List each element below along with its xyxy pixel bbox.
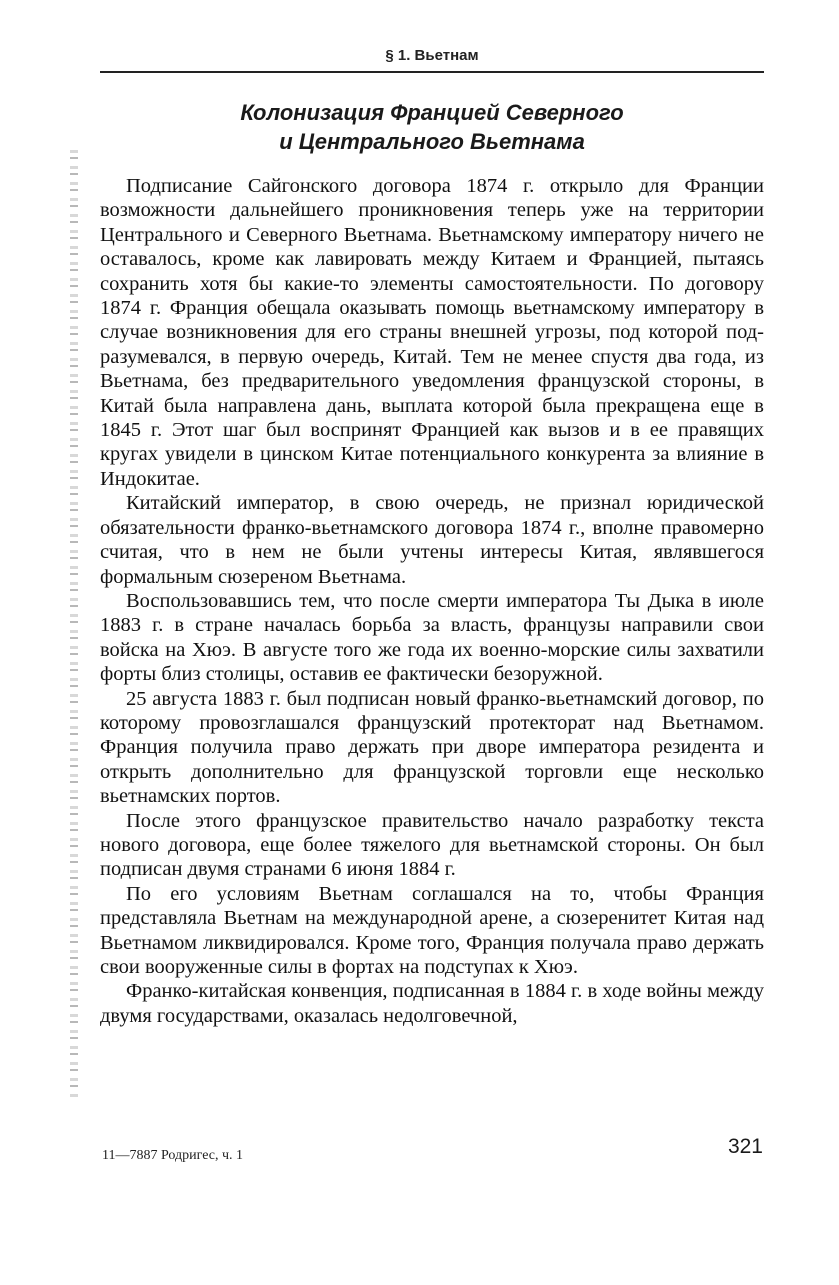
paragraph-1: Подписание Сайгонского договора 1874 г. открыло для Франции возможности дальнейшего проникновения теперь уже на территории Центрального и Северного Вьетнама. Вьетнамскому императору ничего не оставалось, кроме как лавировать между Китаем и Францией, пытаясь сохранить хотя бы какие-то элементы самостоятельности. По договору 1874 г. Франция обещала оказывать помощь вьетнамскому императору в случае возникновения для его страны внешней угрозы, под которой подразумевался, в первую очередь, Китай. Тем не менее спустя два года, из Вьетнама, без предварительного уведомления французской стороны, в Китай была направлена дань, выплата которой была прекращена еще в 1845 г. Этот шаг был воспринят Францией как вызов и в ее правящих кругах увидели в цинском Китае потенциального конкурента за влияние в Индокитае. xyxy=(100,175,764,490)
page-number: 321 xyxy=(727,1135,763,1158)
paragraph-2: Китайский император, в свою очередь, не признал юридической обязательности франко-вьетнамского договора 1874 г., вполне правомерно считая, что в нем не были учтены интересы Китая, являвшегося формальным сюзереном Вьетнама. xyxy=(100,492,764,588)
paragraph-6: По его условиям Вьетнам соглашался на то, чтобы Франция представляла Вьетнам на международной арене, а сюзеренитет Китая над Вьетнамом ликвидировался. Кроме того, Франция получала право держать свои вооруженные силы в фортах на подступах к Хюэ. xyxy=(100,882,764,978)
body-text xyxy=(100,174,764,1028)
paragraph-4: 25 августа 1883 г. был подписан новый франко-вьетнамский договор, по которому провозглашался французский протекторат над Вьетнамом. Франция получила право держать при дворе императора резидента и открыть дополнительно для французской торговли еще несколько вьетнамских портов. xyxy=(100,687,764,808)
running-header: § 1. Вьетнам xyxy=(385,47,479,64)
section-title-line-2: и Центрального Вьетнама xyxy=(279,129,585,154)
section-title-line-1: Колонизация Францией Северного xyxy=(240,100,624,125)
scan-binding-shadow xyxy=(70,150,78,1100)
section-title xyxy=(100,98,764,156)
paragraph-5: После этого французское правительство начало разработку текста нового договора, еще более тяжелого для вьетнамской стороны. Он был подписан двумя странами 6 июня 1884 г. xyxy=(100,809,764,881)
paragraph-7: Франко-китайская конвенция, подписанная в 1884 г. в ходе войны между двумя государствами, оказалась недолговечной, xyxy=(100,980,764,1027)
printer-signature: 11—7887 Родригес, ч. 1 xyxy=(102,1148,244,1163)
header-rule xyxy=(100,71,764,73)
paragraph-3: Воспользовавшись тем, что после смерти императора Ты Дыка в июле 1883 г. в стране началась борьба за власть, французы направили свои войска на Хюэ. В августе того же года их военно-морские силы захватили форты близ столицы, оставив ее фактически безоружной. xyxy=(100,589,764,686)
